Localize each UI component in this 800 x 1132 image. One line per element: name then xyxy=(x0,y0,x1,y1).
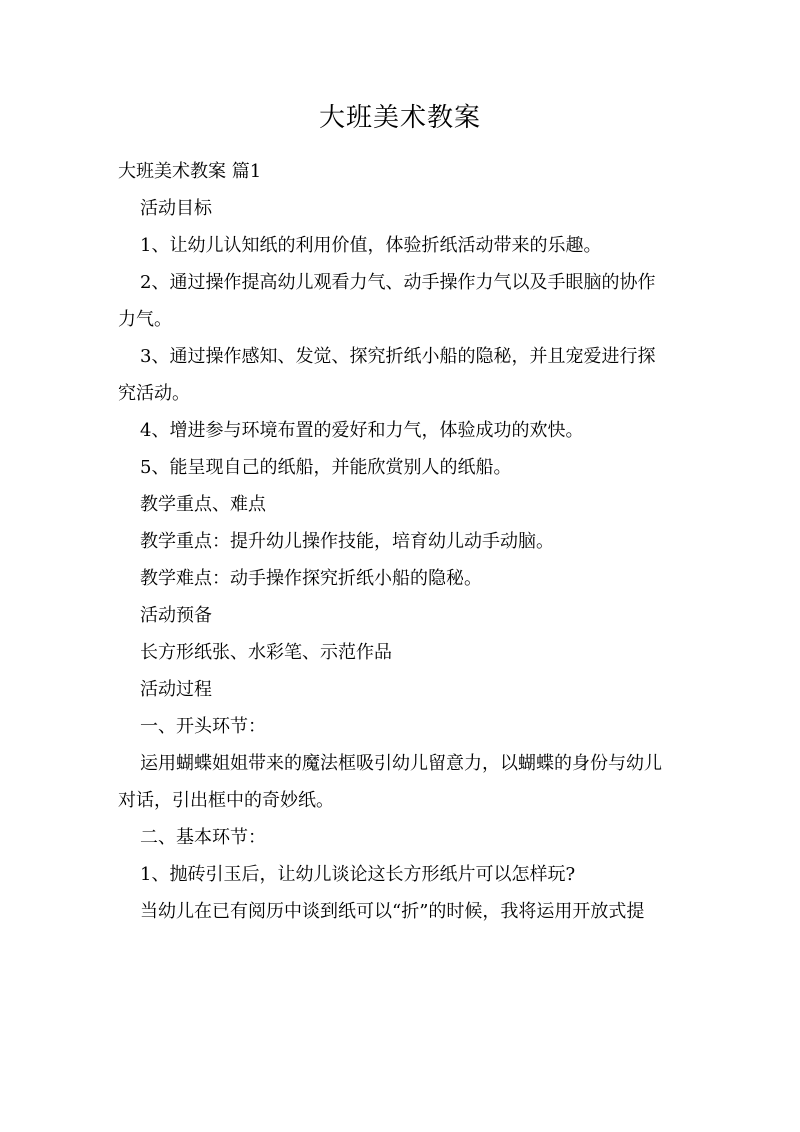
text-line: 2、通过操作提高幼儿观看力气、动手操作力气以及手眼脑的协作 xyxy=(140,272,656,293)
text-line: 活动过程 xyxy=(140,679,212,700)
text-line: 究活动。 xyxy=(118,383,190,404)
text-line: 一、开头环节： xyxy=(140,716,266,737)
text-line: 教学重点：提升幼儿操作技能，培育幼儿动手动脑。 xyxy=(140,531,554,552)
text-line: 力气。 xyxy=(118,309,172,330)
text-line: 5、能呈现自己的纸船，并能欣赏别人的纸船。 xyxy=(140,457,512,478)
document-body xyxy=(118,153,684,930)
text-line: 活动目标 xyxy=(140,198,212,219)
text-line: 1、抛砖引玉后，让幼儿谈论这长方形纸片可以怎样玩? xyxy=(140,864,576,885)
text-line: 1、让幼儿认知纸的利用价值，体验折纸活动带来的乐趣。 xyxy=(140,235,602,256)
document-title: 大班美术教案 xyxy=(318,103,481,133)
text-line: 当幼儿在已有阅历中谈到纸可以“折”的时候，我将运用开放式提 xyxy=(140,901,645,922)
text-line: 3、通过操作感知、发觉、探究折纸小船的隐秘，并且宠爱进行探 xyxy=(140,346,656,367)
text-line: 运用蝴蝶姐姐带来的魔法框吸引幼儿留意力，以蝴蝶的身份与幼儿 xyxy=(140,753,662,774)
text-line: 二、基本环节： xyxy=(140,827,266,848)
text-line: 长方形纸张、水彩笔、示范作品 xyxy=(140,642,392,663)
text-line: 活动预备 xyxy=(140,605,212,626)
text-line: 教学难点：动手操作探究折纸小船的隐秘。 xyxy=(140,568,482,589)
text-line: 4、增进参与环境布置的爱好和力气，体验成功的欢快。 xyxy=(140,420,584,441)
text-line: 大班美术教案 篇1 xyxy=(118,161,262,182)
text-line: 教学重点、难点 xyxy=(140,494,266,515)
text-line: 对话，引出框中的奇妙纸。 xyxy=(118,790,334,811)
